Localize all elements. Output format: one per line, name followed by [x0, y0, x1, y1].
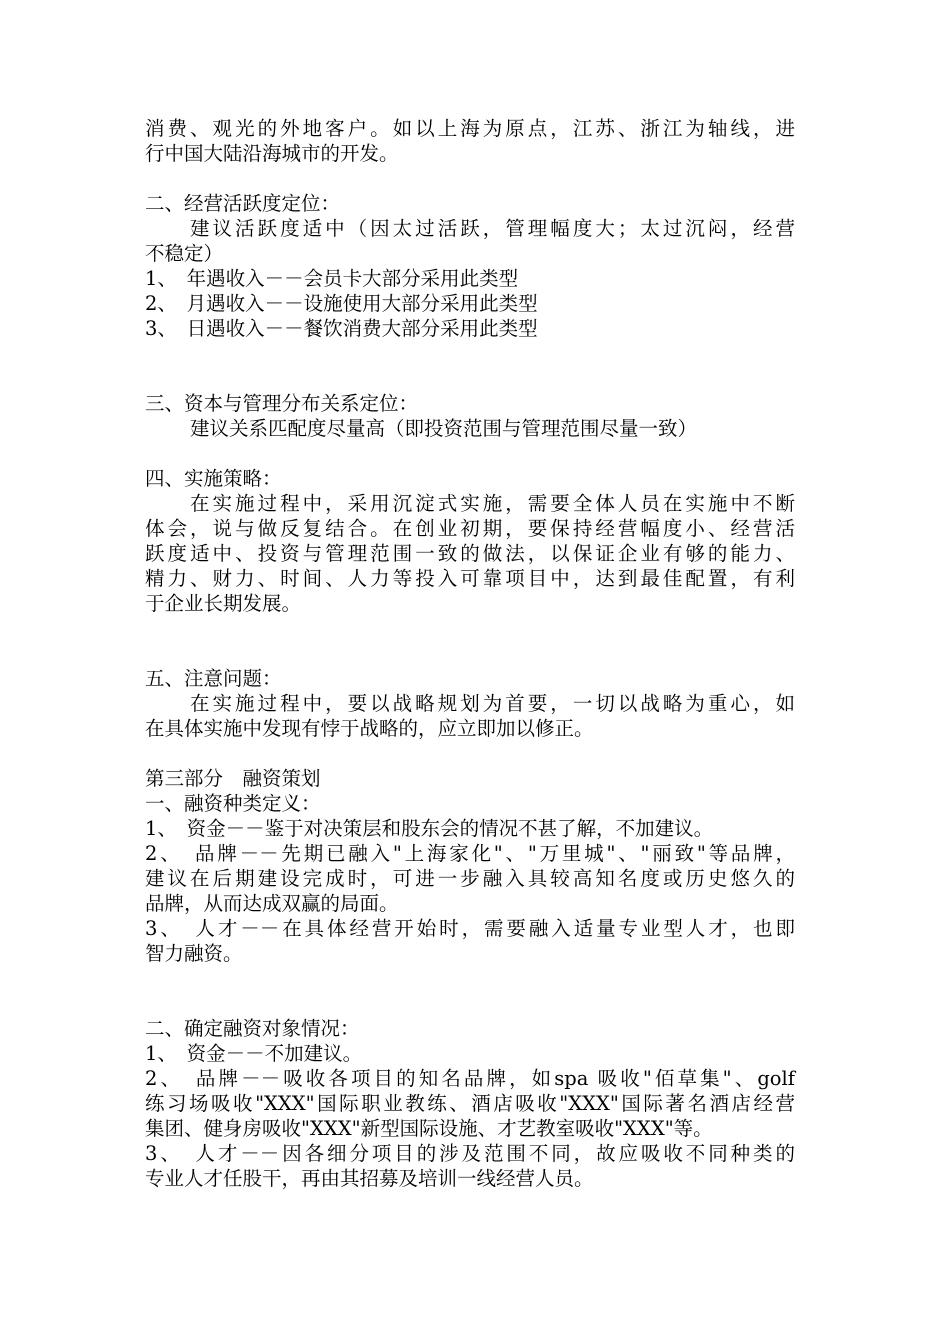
list-item: 3、 人才－－在具体经营开始时，需要融入适量专业型人才，也即 [145, 917, 795, 940]
section-heading: 四、实施策略： [145, 467, 282, 490]
paragraph-line: 智力融资。 [145, 942, 243, 965]
paragraph-line: 在具体实施中发现有悖于战略的，应立即加以修正。 [145, 717, 594, 740]
list-item: 2、 品牌－－先期已融入"上海家化"、"万里城"、"丽致"等品牌， [145, 842, 795, 865]
paragraph-line: 专业人才任股干，再由其招募及培训一线经营人员。 [145, 1167, 594, 1190]
blank-line [145, 966, 795, 1016]
section-heading: 二、经营活跃度定位： [145, 192, 341, 215]
paragraph-line: 不稳定） [145, 242, 224, 265]
blank-line [145, 741, 795, 766]
blank-line [145, 616, 795, 666]
list-item: 3、 日遇收入－－餐饮消费大部分采用此类型 [145, 317, 538, 340]
paragraph-line: 精力、财力、时间、人力等投入可靠项目中，达到最佳配置，有利 [145, 567, 795, 590]
section-heading: 二、确定融资对象情况： [145, 1017, 360, 1040]
paragraph-line: 建议在后期建设完成时，可进一步融入具较高知名度或历史悠久的 [145, 867, 795, 890]
paragraph-line: 于企业长期发展。 [145, 592, 302, 615]
paragraph-line: 消费、观光的外地客户。如以上海为原点，江苏、浙江为轴线，进 [145, 117, 795, 140]
blank-line [145, 441, 795, 466]
blank-line [145, 166, 795, 191]
list-item: 1、 资金－－鉴于对决策层和股东会的情况不甚了解，不加建议。 [145, 817, 714, 840]
list-item: 1、 年遇收入－－会员卡大部分采用此类型 [145, 267, 519, 290]
list-item: 2、 品牌－－吸收各项目的知名品牌，如spa 吸收"佰草集"、golf [145, 1067, 795, 1090]
paragraph-line: 练习场吸收"XXX"国际职业教练、酒店吸收"XXX"国际著名酒店经营 [145, 1092, 795, 1115]
paragraph-line: 跃度适中、投资与管理范围一致的做法，以保证企业有够的能力、 [145, 542, 795, 565]
section-heading: 一、融资种类定义： [145, 792, 321, 815]
paragraph-line: 在实施过程中，要以战略规划为首要，一切以战略为重心，如 [190, 692, 795, 715]
part-heading: 第三部分 融资策划 [145, 767, 321, 790]
list-item: 1、 资金－－不加建议。 [145, 1042, 363, 1065]
section-heading: 三、资本与管理分布关系定位： [145, 392, 419, 415]
paragraph-line: 集团、健身房吸收"XXX"新型国际设施、才艺教室吸收"XXX"等。 [145, 1117, 713, 1140]
paragraph-line: 建议关系匹配度尽量高（即投资范围与管理范围尽量一致） [190, 417, 698, 440]
document-body [145, 116, 795, 1191]
list-item: 2、 月遇收入－－设施使用大部分采用此类型 [145, 292, 538, 315]
paragraph-line: 建议活跃度适中（因太过活跃，管理幅度大；太过沉闷，经营 [190, 217, 795, 240]
paragraph-line: 品牌，从而达成双赢的局面。 [145, 892, 399, 915]
paragraph-line: 在实施过程中，采用沉淀式实施，需要全体人员在实施中不断 [190, 492, 795, 515]
section-heading: 五、注意问题： [145, 667, 282, 690]
blank-line [145, 341, 795, 391]
list-item: 3、 人才－－因各细分项目的涉及范围不同，故应吸收不同种类的 [145, 1142, 795, 1165]
paragraph-line: 体会，说与做反复结合。在创业初期，要保持经营幅度小、经营活 [145, 517, 795, 540]
paragraph-line: 行中国大陆沿海城市的开发。 [145, 142, 399, 165]
